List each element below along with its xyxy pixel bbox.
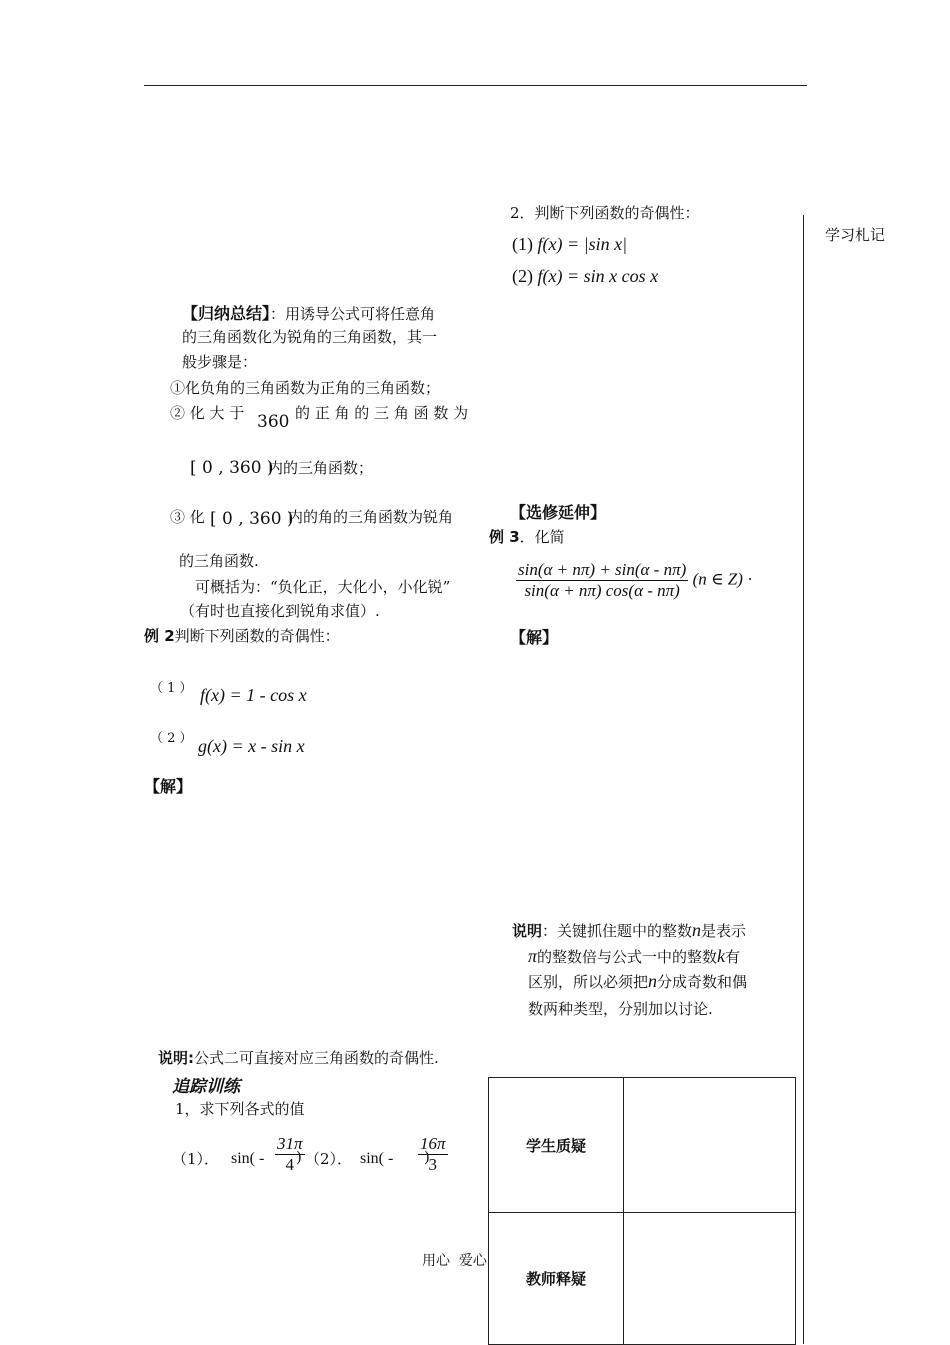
example3-numerator: sin(α + nπ) + sin(α - nπ) xyxy=(518,560,687,579)
tracking-frac2-den: 3 xyxy=(428,1155,438,1174)
example3-text: ．化简 xyxy=(519,528,565,546)
tracking-sin1: sin( - xyxy=(231,1150,265,1167)
teacher-answer-cell[interactable] xyxy=(624,1213,796,1345)
summary-intro-3: 般步骤是： xyxy=(182,353,258,371)
q2-item1-prefix: (1) xyxy=(512,234,533,254)
summary-step2c: 内的三角函数； xyxy=(268,459,374,477)
note3-label: 说明 xyxy=(512,922,543,940)
summary-interval-2: [ 0 , 360 ) xyxy=(210,509,294,529)
example3-line xyxy=(489,526,565,547)
summary-motto-2: （有时也直接化到锐角求值）. xyxy=(180,602,380,620)
summary-step3b: 内的角的三角函数为锐角 xyxy=(288,508,454,526)
note3-var-pi: π xyxy=(528,946,538,966)
tracking-frac1-den: 4 xyxy=(285,1155,295,1174)
tracking-frac2-num: 16π xyxy=(420,1134,446,1153)
summary-interval-1: [ 0 , 360 ) xyxy=(190,458,274,478)
tracking-p1: （1）． xyxy=(172,1150,220,1168)
q2-item2-expr: f(x) = sin x cos x xyxy=(537,266,659,286)
example3-dot: · xyxy=(747,569,753,589)
q2-item1-expr: f(x) = |sin x| xyxy=(537,234,628,254)
tracking-frac1-num: 31π xyxy=(277,1134,303,1153)
example3-condition: (n ∈ Z) xyxy=(692,569,743,589)
example3-solution: 【解】 xyxy=(510,628,559,647)
note3-var-n2: n xyxy=(648,971,658,991)
margin-rule xyxy=(803,215,804,1344)
q2-item2 xyxy=(512,266,658,287)
example2-line xyxy=(144,625,340,646)
summary-line1 xyxy=(182,301,435,324)
teacher-answer-label: 教师释疑 xyxy=(489,1213,624,1345)
footer: 用心 爱心 xyxy=(422,1253,487,1269)
example3-denominator: sin(α + nπ) cos(α - nπ) xyxy=(524,581,680,600)
q2-title: 2．判断下列函数的奇偶性： xyxy=(510,204,700,222)
tracking-sin2: sin( - xyxy=(360,1150,394,1167)
elective-heading: 【选修延伸】 xyxy=(510,503,607,522)
summary-heading: 【归纳总结】 xyxy=(182,304,271,323)
note2-text: 公式二可直接对应三角函数的奇偶性. xyxy=(194,1049,439,1067)
example2-text: 判断下列函数的奇偶性： xyxy=(174,627,340,645)
example2-label: 例 2 xyxy=(144,627,175,645)
note2-line xyxy=(158,1047,439,1068)
note3-line2 xyxy=(528,946,740,967)
note3-text2b: 有 xyxy=(725,948,741,966)
example2-item2-expr: g(x) = x - sin x xyxy=(198,736,305,756)
example2-solution: 【解】 xyxy=(144,777,193,796)
summary-step3c: 的三角函数. xyxy=(179,552,259,570)
student-question-label: 学生质疑 xyxy=(489,1078,624,1213)
summary-intro-1: ：用诱导公式可将任意角 xyxy=(270,305,436,323)
summary-step2b: 的 正 角 的 三 角 函 数 为 xyxy=(295,404,469,422)
q2-item2-prefix: (2) xyxy=(512,266,533,286)
tracking-close1: ) xyxy=(296,1148,302,1166)
summary-step2-num: 360 xyxy=(257,412,290,432)
sidebar-note: 学习札记 xyxy=(825,226,886,244)
example2-item1-expr: f(x) = 1 - cos x xyxy=(200,685,307,705)
summary-step2a: ② 化 大 于 xyxy=(170,404,245,422)
summary-step1: ①化负角的三角函数为正角的三角函数； xyxy=(170,379,441,397)
note3-text1b: 是表示 xyxy=(701,922,747,940)
example3-fraction xyxy=(516,560,688,601)
tracking-q1: 1，求下列各式的值 xyxy=(175,1100,305,1118)
example3-formula xyxy=(516,560,753,601)
example2-item2-prefix: （ 2 ） xyxy=(150,731,193,746)
qa-table xyxy=(488,1077,796,1345)
summary-step3a: ③ 化 xyxy=(170,508,205,526)
note3-text3b: 分成奇数和偶 xyxy=(657,973,748,991)
note3-line1 xyxy=(512,920,746,941)
note3-text2: 的整数倍与公式一中的整数 xyxy=(537,948,718,966)
note3-var-n: n xyxy=(692,920,702,940)
note3-text1: ：关键抓住题中的整数 xyxy=(542,922,693,940)
note3-line3 xyxy=(528,971,747,992)
tracking-frac2 xyxy=(418,1134,448,1175)
summary-motto: 可概括为：“负化正，大化小，小化锐” xyxy=(195,578,451,596)
tracking-close2: ) xyxy=(424,1148,430,1166)
tracking-heading: 追踪训练 xyxy=(172,1077,240,1097)
note3-text3: 区别，所以必须把 xyxy=(528,973,649,991)
header-rule xyxy=(144,85,807,86)
student-question-cell[interactable] xyxy=(624,1078,796,1213)
note3-var-k: k xyxy=(717,946,726,966)
note3-line4: 数两种类型，分别加以讨论. xyxy=(528,1000,713,1018)
note2-label: 说明: xyxy=(158,1049,194,1067)
q2-item1 xyxy=(512,234,627,255)
summary-intro-2: 的三角函数化为锐角的三角函数，其一 xyxy=(182,328,438,346)
example3-label: 例 3 xyxy=(489,528,520,546)
example2-item1-prefix: （ 1 ） xyxy=(150,681,193,696)
tracking-p2: （2）． xyxy=(305,1150,353,1168)
